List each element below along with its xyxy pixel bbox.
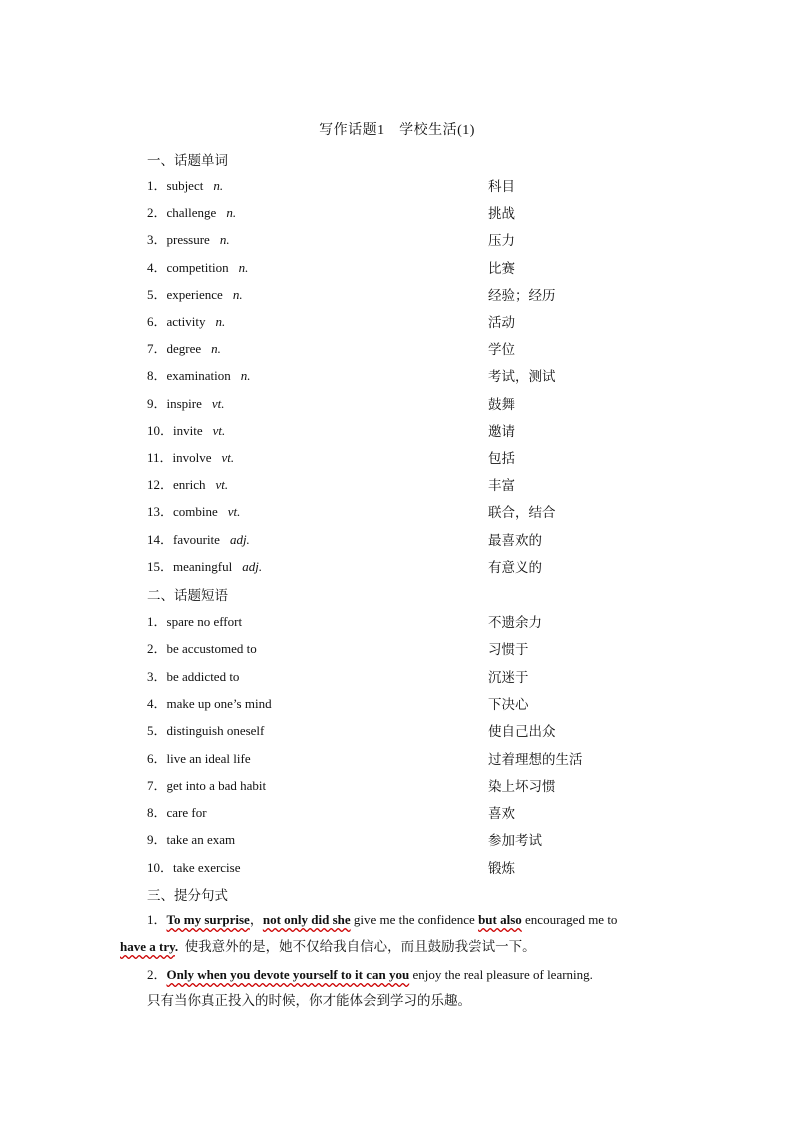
sentence-keyword: not only did she [262,912,351,927]
vocab-term: degree [166,341,202,357]
vocab-item [147,257,707,277]
item-number: 2． [147,205,167,221]
chinese-meaning: 学位 [488,342,515,359]
vocab-item [147,393,707,413]
item-number: 4． [147,695,167,711]
chinese-meaning: 过着理想的生活 [488,751,583,768]
phrase-term: care for [166,805,207,821]
sentence-keyword: To my surprise [166,912,250,927]
sentence-translation: 只有当你真正投入的时候，你才能体会到学习的乐趣。 [147,993,471,1009]
part-of-speech: n. [232,286,243,302]
vocab-item [147,311,707,331]
sentence-keyword: Only when you devote yourself to it can you [166,967,410,982]
sentence-2-translation [147,991,471,1011]
part-of-speech: n. [219,232,230,248]
vocab-item [147,338,707,358]
sentence-keyword: but also [478,912,522,927]
vocab-term: inspire [166,395,202,411]
phrase-term: take exercise [173,859,241,875]
chinese-meaning: 包括 [488,451,515,467]
part-of-speech: adj. [242,558,263,574]
part-of-speech: n. [240,368,251,384]
sentence-keyword: have a try [120,939,175,954]
sentence-text: give me the confidence [350,912,479,927]
phrase-item [147,638,707,658]
vocab-term: examination [166,368,231,384]
vocab-item [147,529,707,549]
phrase-term: get into a bad habit [166,777,267,793]
chinese-meaning: 联合，结合 [488,505,556,522]
chinese-meaning: 锻炼 [488,860,515,877]
vocab-term: meaningful [173,558,233,574]
item-number: 5． [147,723,167,739]
section-sentences-heading: 三、提分句式 [147,888,228,904]
item-number: 2． [147,641,167,657]
chinese-meaning: 比赛 [488,260,515,277]
item-number: 7． [147,341,167,357]
vocab-term: combine [173,504,218,520]
vocab-item [147,474,707,494]
vocab-item [147,202,707,222]
chinese-meaning: 科目 [488,179,515,195]
vocab-item [147,229,707,249]
chinese-meaning: 有意义的 [488,559,542,576]
item-number: 1． [147,178,167,193]
item-number: 6． [147,314,167,329]
chinese-meaning: 下决心 [488,696,529,713]
phrase-item [147,857,707,877]
vocab-item [147,556,707,576]
part-of-speech: adj. [229,531,250,547]
vocab-item [147,420,707,440]
phrase-term: live an ideal life [166,750,251,766]
vocab-term: challenge [166,205,217,221]
item-number: 5． [147,286,167,302]
part-of-speech: vt. [227,504,241,520]
phrase-item [147,611,707,631]
vocab-term: favourite [173,531,220,547]
item-number: 15． [147,558,174,574]
chinese-meaning: 不遗余力 [488,615,542,631]
vocab-term: invite [173,422,203,438]
vocab-item [147,447,707,467]
chinese-meaning: 习惯于 [488,642,529,659]
chinese-meaning: 最喜欢的 [488,532,542,549]
phrase-item [147,720,707,740]
phrase-item [147,666,707,686]
vocab-term: pressure [166,232,210,248]
phrase-item [147,829,707,849]
vocab-term: enrich [173,477,206,493]
vocab-term: competition [166,259,229,275]
phrase-item [147,748,707,768]
sentence-1-line-1 [147,910,617,930]
vocab-item [147,175,707,195]
phrase-item [147,693,707,713]
sentence-1-line-2 [120,937,536,957]
chinese-meaning: 考试，测试 [488,369,556,386]
sentence-translation: 使我意外的是，她不仅给我自信心，而且鼓励我尝试一下。 [184,939,536,955]
item-number: 10． [147,859,174,875]
item-number: 6． [147,750,167,766]
vocab-item [147,365,707,385]
sentence-number: 1． [147,912,167,927]
part-of-speech: n. [238,259,249,275]
part-of-speech: vt. [211,395,225,411]
vocab-item [147,501,707,521]
chinese-meaning: 喜欢 [488,806,515,823]
part-of-speech: n. [213,178,224,193]
vocab-term: activity [166,314,206,329]
item-number: 7． [147,777,167,793]
vocab-item [147,284,707,304]
phrase-term: be accustomed to [166,641,257,657]
phrase-term: make up one’s mind [166,695,272,711]
sentence-number: 2． [147,967,167,982]
item-number: 9． [147,395,167,411]
part-of-speech: vt. [215,477,229,493]
chinese-meaning: 染上坏习惯 [488,778,556,795]
chinese-meaning: 参加考试 [488,833,542,850]
chinese-meaning: 丰富 [488,478,515,495]
chinese-meaning: 经验；经历 [488,287,556,304]
phrase-item [147,802,707,822]
sentence-text: encouraged me to [521,912,618,927]
item-number: 9． [147,832,167,848]
vocab-term: subject [166,178,204,193]
item-number: 14． [147,531,174,547]
item-number: 3． [147,668,167,684]
item-number: 4． [147,259,167,275]
item-number: 3． [147,232,167,248]
part-of-speech: vt. [212,422,226,438]
page-title: 写作话题1 学校生活(1) [319,123,475,138]
chinese-meaning: 沉迷于 [488,669,529,686]
phrase-term: be addicted to [166,668,240,684]
phrase-item [147,775,707,795]
item-number: 12． [147,477,174,493]
phrase-term: take an exam [166,832,236,848]
sentence-2-line-1 [147,965,593,985]
item-number: 13． [147,504,174,520]
vocab-term: involve [172,450,212,465]
chinese-meaning: 邀请 [488,423,515,440]
sentence-text: ， [249,912,263,927]
section-phrases-heading: 二、话题短语 [147,588,228,604]
vocab-term: experience [166,286,223,302]
item-number: 8． [147,368,167,384]
item-number: 8． [147,805,167,821]
item-number: 1． [147,614,167,629]
chinese-meaning: 使自己出众 [488,724,556,741]
item-number: 10． [147,422,174,438]
sentence-text: enjoy the real pleasure of learning. [409,967,593,982]
phrase-term: distinguish oneself [166,723,265,739]
phrase-term: spare no effort [166,614,243,629]
part-of-speech: vt. [221,450,235,465]
item-number: 11． [147,450,173,465]
chinese-meaning: 挑战 [488,206,515,223]
chinese-meaning: 压力 [488,233,515,250]
part-of-speech: n. [215,314,226,329]
chinese-meaning: 鼓舞 [488,396,515,413]
part-of-speech: n. [211,341,221,357]
section-vocab-heading: 一、话题单词 [147,153,228,169]
part-of-speech: n. [226,205,237,221]
sentence-text: . [174,939,179,954]
chinese-meaning: 活动 [488,315,515,331]
